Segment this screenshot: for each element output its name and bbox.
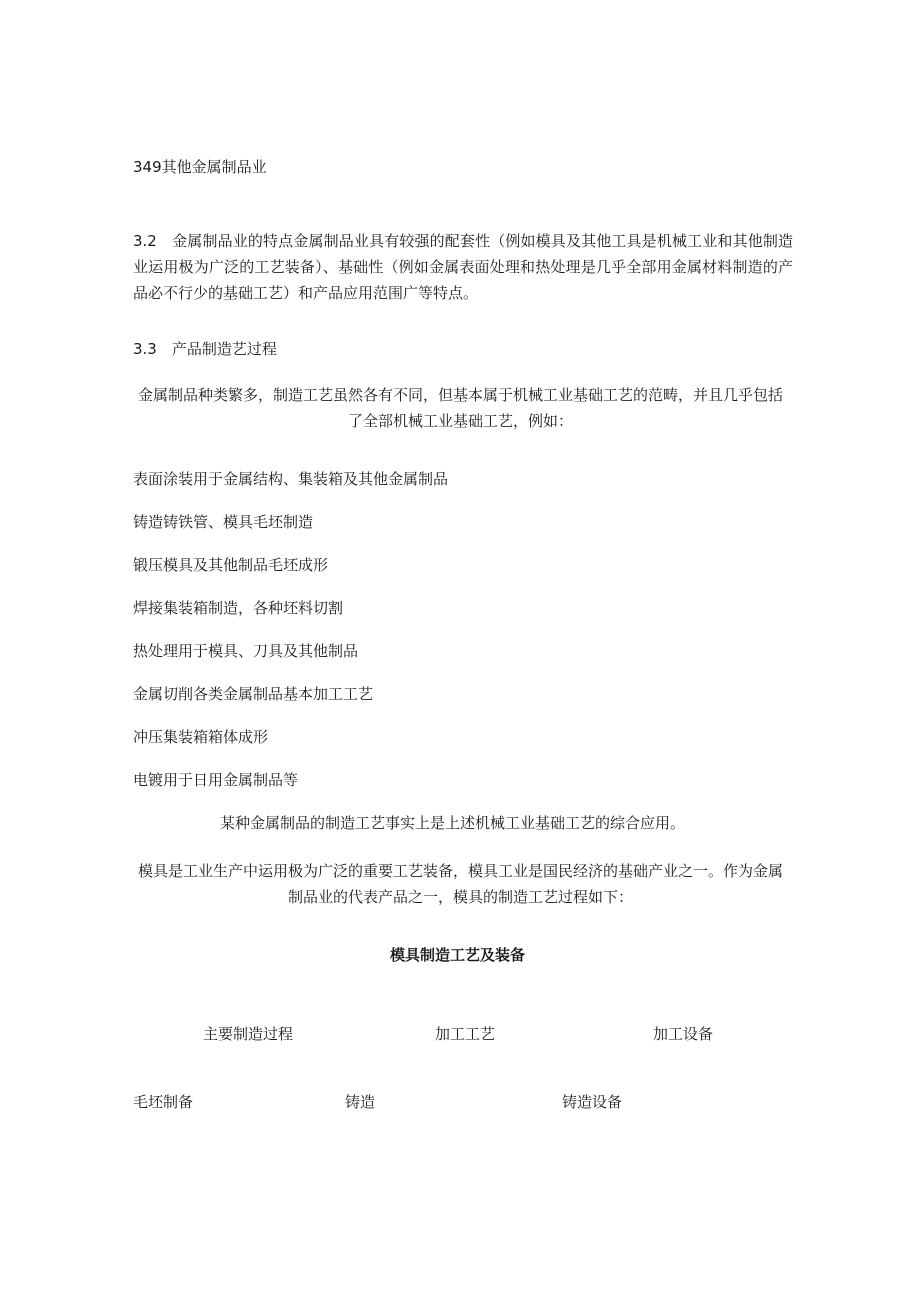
process-item: 冲压集装箱箱体成形 bbox=[133, 728, 269, 746]
table-header-process: 主要制造过程 bbox=[203, 1025, 294, 1043]
table-header-technique: 加工工艺 bbox=[435, 1025, 496, 1043]
intro-paragraph: 金属制品种类繁多，制造工艺虽然各有不同，但基本属于机械工业基础工艺的范畴，并且几乎包括了全部机械工业基础工艺，例如： bbox=[137, 386, 783, 430]
process-item: 锻压模具及其他制品毛坯成形 bbox=[133, 556, 329, 574]
process-item: 热处理用于模具、刀具及其他制品 bbox=[133, 642, 359, 660]
section-heading-349: 349其他金属制品业 bbox=[133, 158, 267, 176]
summary-line: 某种金属制品的制造工艺事实上是上述机械工业基础工艺的综合应用。 bbox=[220, 814, 686, 832]
process-item: 金属切削各类金属制品基本加工工艺 bbox=[133, 685, 374, 703]
process-item: 电镀用于日用金属制品等 bbox=[133, 771, 299, 789]
table-cell-technique: 铸造 bbox=[345, 1093, 376, 1111]
section-32-paragraph: 3.2 金属制品业的特点金属制品业具有较强的配套性（例如模具及其他工具是机械工业和其他制造业运用极为广泛的工艺装备）、基础性（例如金属表面处理和热处理是几乎全部用金属材料制造的产品必不行少的基础工艺）和产品应用范围广等特点。 bbox=[133, 232, 793, 302]
mold-intro-paragraph: 模具是工业生产中运用极为广泛的重要工艺装备，模具工业是国民经济的基础产业之一。作为金属制品业的代表产品之一，模具的制造工艺过程如下： bbox=[137, 862, 783, 906]
process-item: 焊接集装箱制造，各种坯料切割 bbox=[133, 599, 344, 617]
process-item: 铸造铸铁管、模具毛坯制造 bbox=[133, 513, 314, 531]
table-title: 模具制造工艺及装备 bbox=[390, 946, 526, 964]
table-header-equipment: 加工设备 bbox=[653, 1025, 714, 1043]
table-cell-process: 毛坯制备 bbox=[133, 1093, 194, 1111]
section-heading-33: 3.3 产品制造艺过程 bbox=[133, 340, 277, 358]
table-cell-equipment: 铸造设备 bbox=[562, 1093, 623, 1111]
process-item: 表面涂装用于金属结构、集装箱及其他金属制品 bbox=[133, 470, 449, 488]
